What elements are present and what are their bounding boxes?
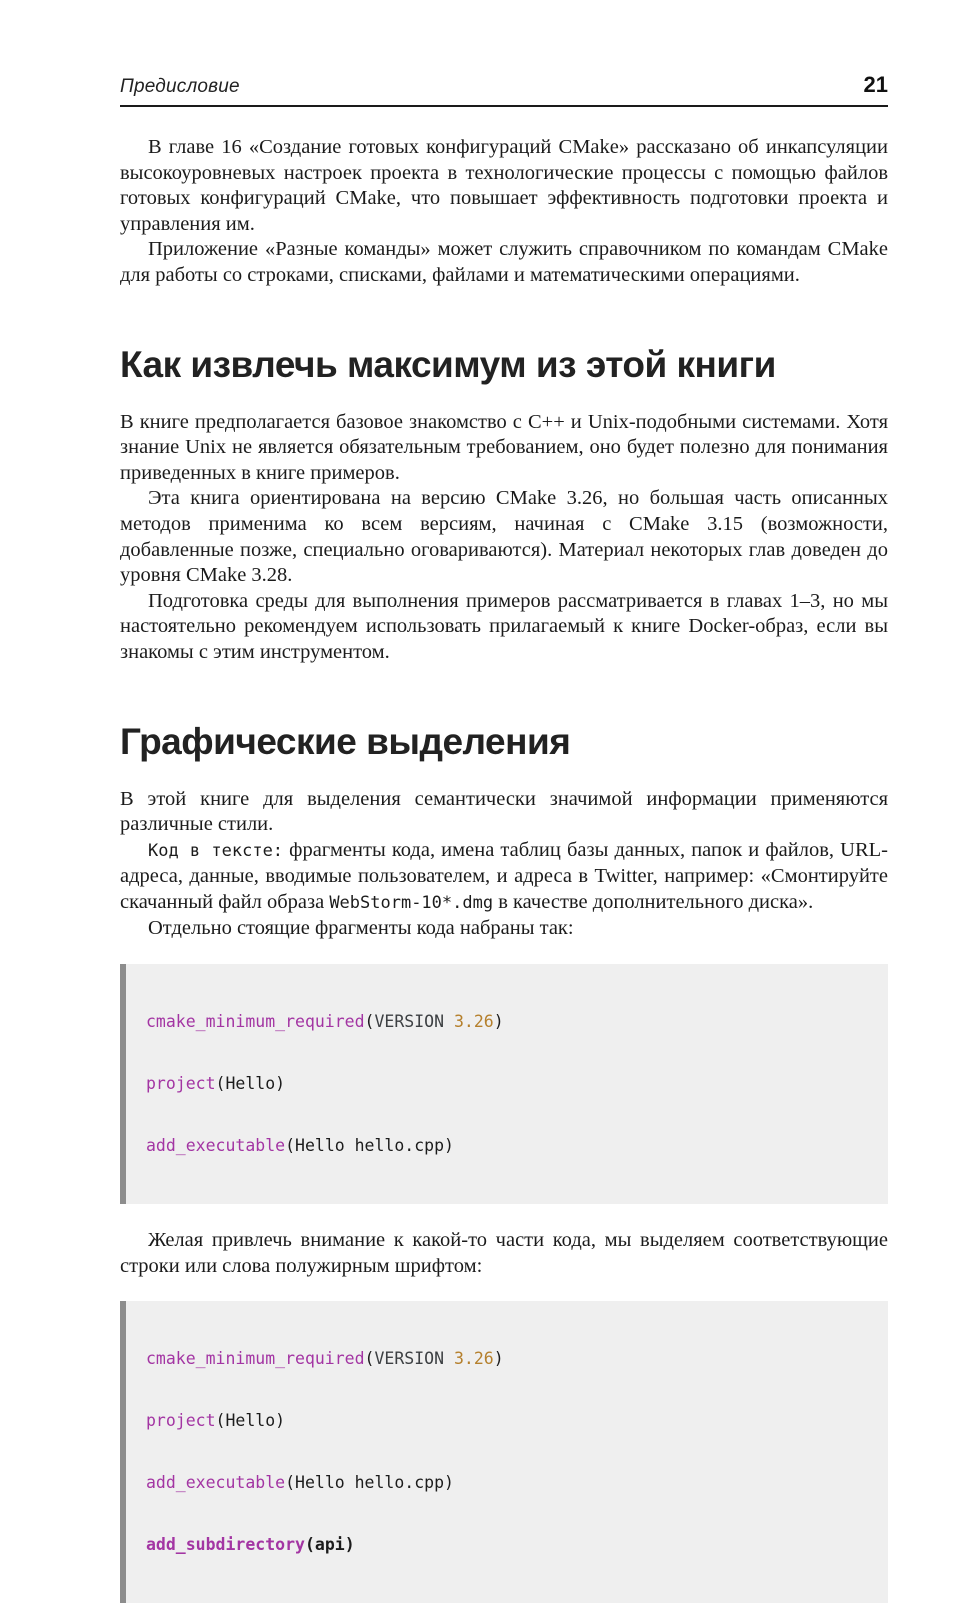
- code-function-name: project: [146, 1411, 216, 1431]
- paragraph: Подготовка среды для выполнения примеров рассматривается в главах 1–3, но мы настоятельно рекомендуем использовать прилагаемый к книге Docker-образ, если вы знакомы с этим инструментом.: [120, 589, 888, 663]
- inline-code: WebStorm-10*.dmg: [329, 892, 494, 913]
- code-block: [120, 1301, 888, 1603]
- code-function-name: cmake_minimum_required: [146, 1012, 365, 1032]
- inline-code: Код в тексте:: [148, 840, 284, 861]
- code-text: ): [493, 1012, 504, 1032]
- paragraph-text: фрагменты кода, имена таблиц базы данных, папок и файлов, URL-адреса, данные, вводимые пользователем, и адреса в Twitter, например: «Смонтируйте скачанный файл образа: [120, 838, 888, 913]
- code-function-name: cmake_minimum_required: [146, 1349, 365, 1369]
- code-line: [146, 1346, 888, 1372]
- paragraph: [120, 838, 888, 917]
- code-number: 3.26: [453, 1012, 494, 1032]
- code-block: [120, 964, 888, 1204]
- code-line: [146, 1071, 888, 1097]
- code-text: (Hello hello.cpp): [285, 1136, 454, 1156]
- code-text: (: [364, 1349, 375, 1369]
- paragraph-text: в качестве дополнительного диска».: [493, 890, 814, 913]
- code-number: 3.26: [453, 1349, 494, 1369]
- code-line: [146, 1470, 888, 1496]
- code-text: (: [364, 1012, 375, 1032]
- code-text: (Hello): [215, 1074, 286, 1094]
- section-heading: Как извлечь максимум из этой книги: [120, 343, 776, 385]
- paragraph: Желая привлечь внимание к какой-то части кода, мы выделяем соответствующие строки или слова полужирным шрифтом:: [120, 1229, 888, 1277]
- code-text: ): [493, 1349, 504, 1369]
- code-function-name: add_executable: [146, 1473, 286, 1493]
- code-function-name: add_subdirectory: [146, 1535, 305, 1555]
- paragraph: Отдельно стоящие фрагменты кода набраны так:: [148, 917, 574, 940]
- code-keyword: VERSION: [374, 1012, 454, 1032]
- paragraph: Эта книга ориентирована на версию CMake 3.26, но большая часть описанных методов применима ко всем версиям, начиная с CMake 3.15 (возможности, добавленные позже, специально оговариваются). Материал некоторых глав доведен до уровня CMake 3.28.: [120, 487, 888, 587]
- code-function-name: project: [146, 1074, 216, 1094]
- code-line: [146, 1408, 888, 1434]
- code-text: (api): [304, 1535, 355, 1555]
- paragraph: Приложение «Разные команды» может служить справочником по командам CMake для работы со строками, списками, файлами и математическими операциями.: [120, 238, 888, 286]
- paragraph: В этой книге для выделения семантически значимой информации применяются различные стили.: [120, 787, 888, 836]
- paragraph: В книге предполагается базовое знакомство с C++ и Unix-подобными системами. Хотя знание Unix не является обязательным требованием, оно будет полезно для понимания приведенных в книге примеров.: [120, 410, 888, 484]
- code-keyword: VERSION: [374, 1349, 454, 1369]
- code-text: (Hello hello.cpp): [285, 1473, 454, 1493]
- code-line: [146, 1009, 888, 1035]
- paragraph: В главе 16 «Создание готовых конфигураций CMake» рассказано об инкапсуляции высокоуровневых настроек проекта в технологические процессы с помощью файлов готовых конфигураций CMake, что повышает эффективность подготовки проекта и управления им.: [120, 136, 888, 235]
- section-heading: Графические выделения: [120, 720, 571, 762]
- running-title: Предисловие: [120, 76, 240, 97]
- page-number: 21: [863, 72, 888, 97]
- code-line-highlighted: [146, 1532, 888, 1558]
- code-line: [146, 1133, 888, 1159]
- page-header: [120, 72, 888, 107]
- code-text: (Hello): [215, 1411, 286, 1431]
- code-function-name: add_executable: [146, 1136, 286, 1156]
- page-body: [120, 135, 888, 1603]
